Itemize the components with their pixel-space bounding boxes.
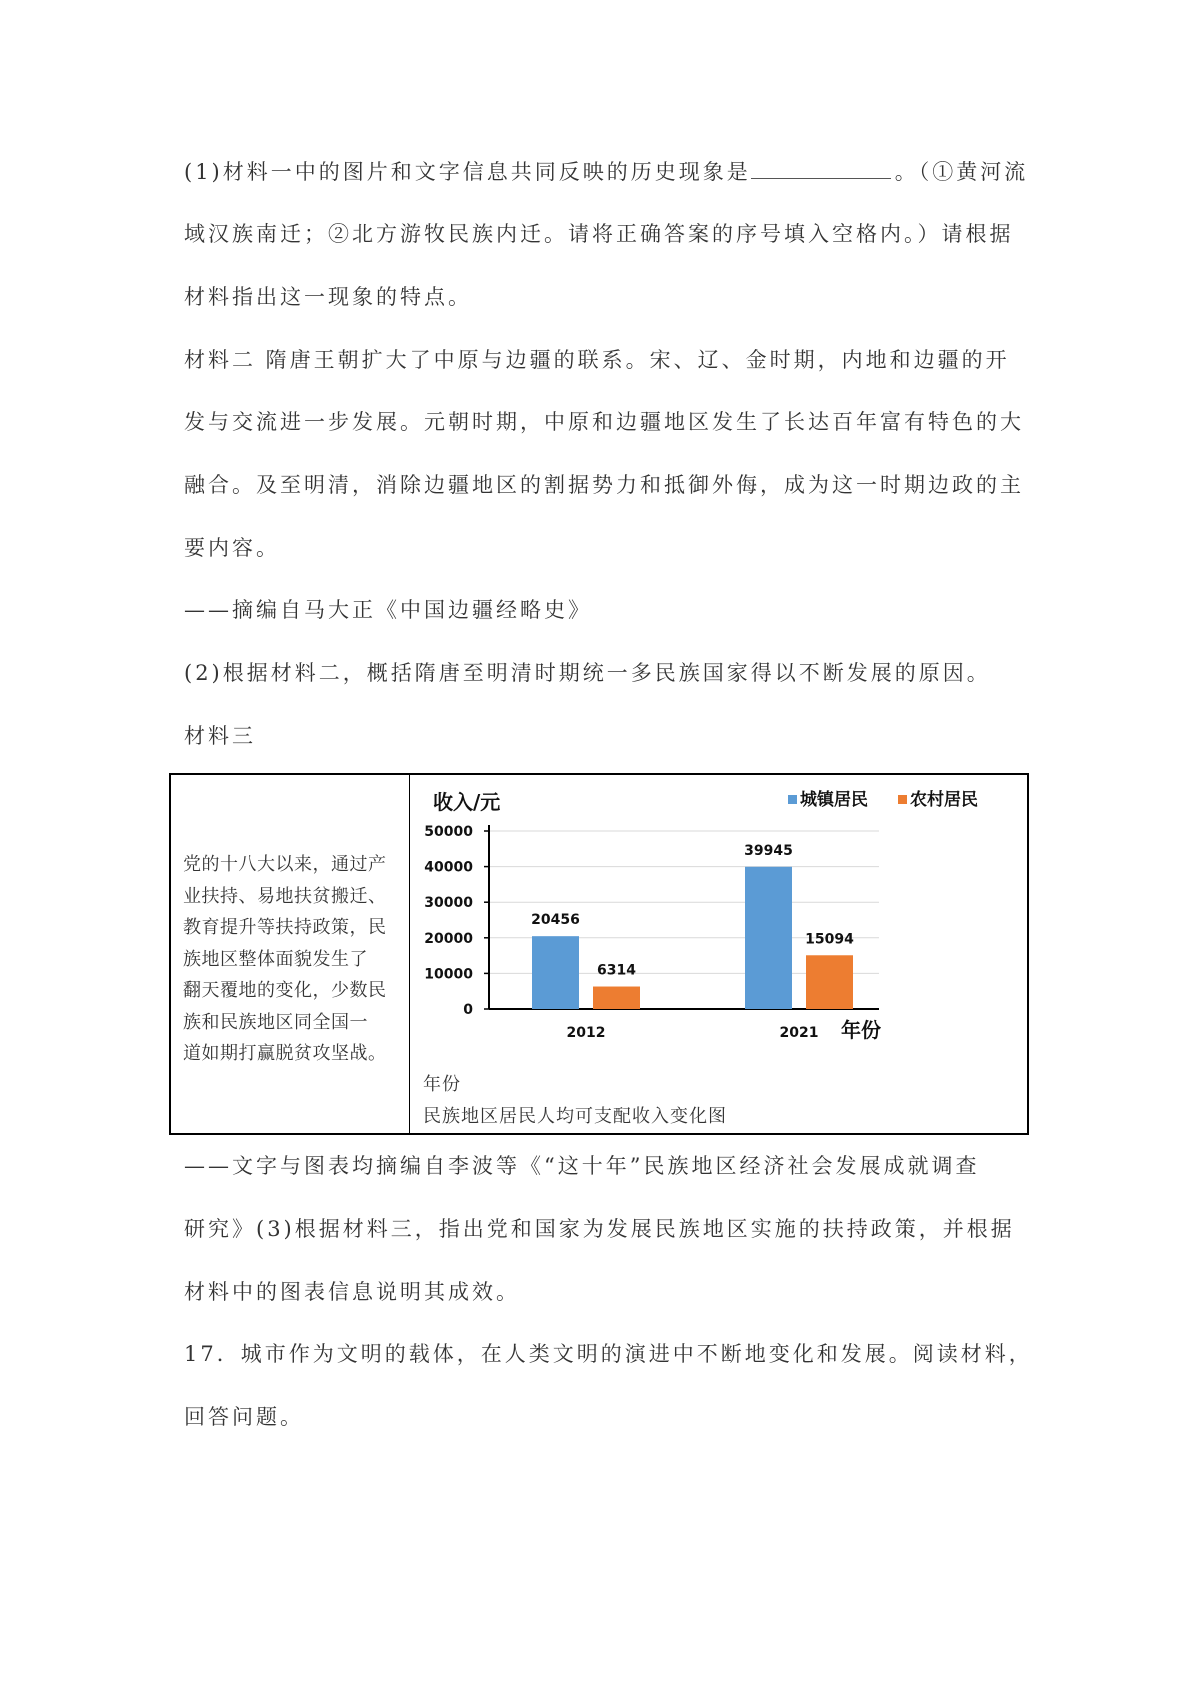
material-3-text <box>183 849 403 1070</box>
material-3-text-line: 业扶持、易地扶贫搬迁、 <box>183 885 387 907</box>
material-3-title: 材料三 <box>184 724 256 748</box>
material-3-table <box>169 773 1029 1135</box>
y-tick-label: 0 <box>463 1002 473 1018</box>
y-tick-label: 20000 <box>424 930 473 947</box>
material-2-line-3: 融合。及至明清，消除边疆地区的割据势力和抵御外侮，成为这一时期边政的主 <box>184 473 1024 497</box>
question-1-text-a: (1)材料一中的图片和文字信息共同反映的历史现象是 <box>184 160 751 184</box>
legend-label: 农村居民 <box>910 790 978 810</box>
data-label: 20456 <box>531 912 580 929</box>
data-label: 6314 <box>597 962 636 979</box>
material-3-text-line: 党的十八大以来，通过产 <box>183 854 387 875</box>
y-tick-label: 30000 <box>424 895 473 912</box>
x-tick-label: 2021 <box>779 1025 819 1041</box>
material-2-line-2: 发与交流进一步发展。元朝时期，中原和边疆地区发生了长达百年富有特色的大 <box>184 410 1024 434</box>
material-2-line-4: 要内容。 <box>184 536 280 560</box>
bar <box>806 955 853 1009</box>
data-label: 15094 <box>805 931 854 948</box>
data-label: 39945 <box>744 842 793 859</box>
material-2-source: ——摘编自马大正《中国边疆经略史》 <box>184 598 592 622</box>
question-1-line-1 <box>184 156 1028 186</box>
legend-label: 城镇居民 <box>800 790 868 810</box>
y-axis-label: 收入/元 <box>433 790 501 814</box>
legend-swatch <box>898 795 907 804</box>
income-bar-chart <box>411 775 1029 1075</box>
y-tick-label: 50000 <box>424 824 473 840</box>
bar <box>745 867 792 1009</box>
material-3-text-line: 道如期打赢脱贫攻坚战。 <box>183 1043 387 1064</box>
bar <box>532 936 579 1009</box>
material-3-source-line-1: ——文字与图表均摘编自李波等《“这十年”民族地区经济社会发展成就调查 <box>184 1154 980 1178</box>
question-17-line-1: 17．城市作为文明的载体，在人类文明的演进中不断地变化和发展。阅读材料， <box>184 1342 1033 1366</box>
bar <box>593 987 640 1009</box>
chart-caption-title: 民族地区居民人均可支配收入变化图 <box>423 1106 727 1127</box>
chart-caption-year: 年份 <box>423 1074 461 1095</box>
material-3-text-line: 族地区整体面貌发生了 <box>183 948 368 970</box>
question-3-end: 材料中的图表信息说明其成效。 <box>184 1280 520 1304</box>
income-chart <box>411 775 1029 1133</box>
legend-swatch <box>788 795 797 804</box>
question-1-line-2: 域汉族南迁；②北方游牧民族内迁。请将正确答案的序号填入空格内。）请根据 <box>184 222 1014 246</box>
y-tick-label: 40000 <box>424 859 473 876</box>
question-1-line-3: 材料指出这一现象的特点。 <box>184 285 472 309</box>
material-3-text-line: 翻天覆地的变化，少数民 <box>183 980 387 1001</box>
y-tick-label: 10000 <box>424 966 473 983</box>
material-3-text-line: 教育提升等扶持政策，民 <box>183 917 387 938</box>
question-17-line-2: 回答问题。 <box>184 1405 304 1429</box>
answer-blank[interactable] <box>751 160 891 179</box>
x-axis-label: 年份 <box>841 1018 881 1042</box>
x-tick-label: 2012 <box>566 1025 606 1041</box>
material-3-text-line: 族和民族地区同全国一 <box>183 1011 368 1033</box>
question-1-text-b: 。（①黄河流 <box>894 160 1029 184</box>
table-divider <box>409 775 410 1133</box>
material-2-line-1: 材料二 隋唐王朝扩大了中原与边疆的联系。宋、辽、金时期，内地和边疆的开 <box>184 348 1010 372</box>
material-3-source-line-2: 研究》(3)根据材料三，指出党和国家为发展民族地区实施的扶持政策，并根据 <box>184 1217 1015 1241</box>
question-2: (2)根据材料二，概括隋唐至明清时期统一多民族国家得以不断发展的原因。 <box>184 661 991 685</box>
